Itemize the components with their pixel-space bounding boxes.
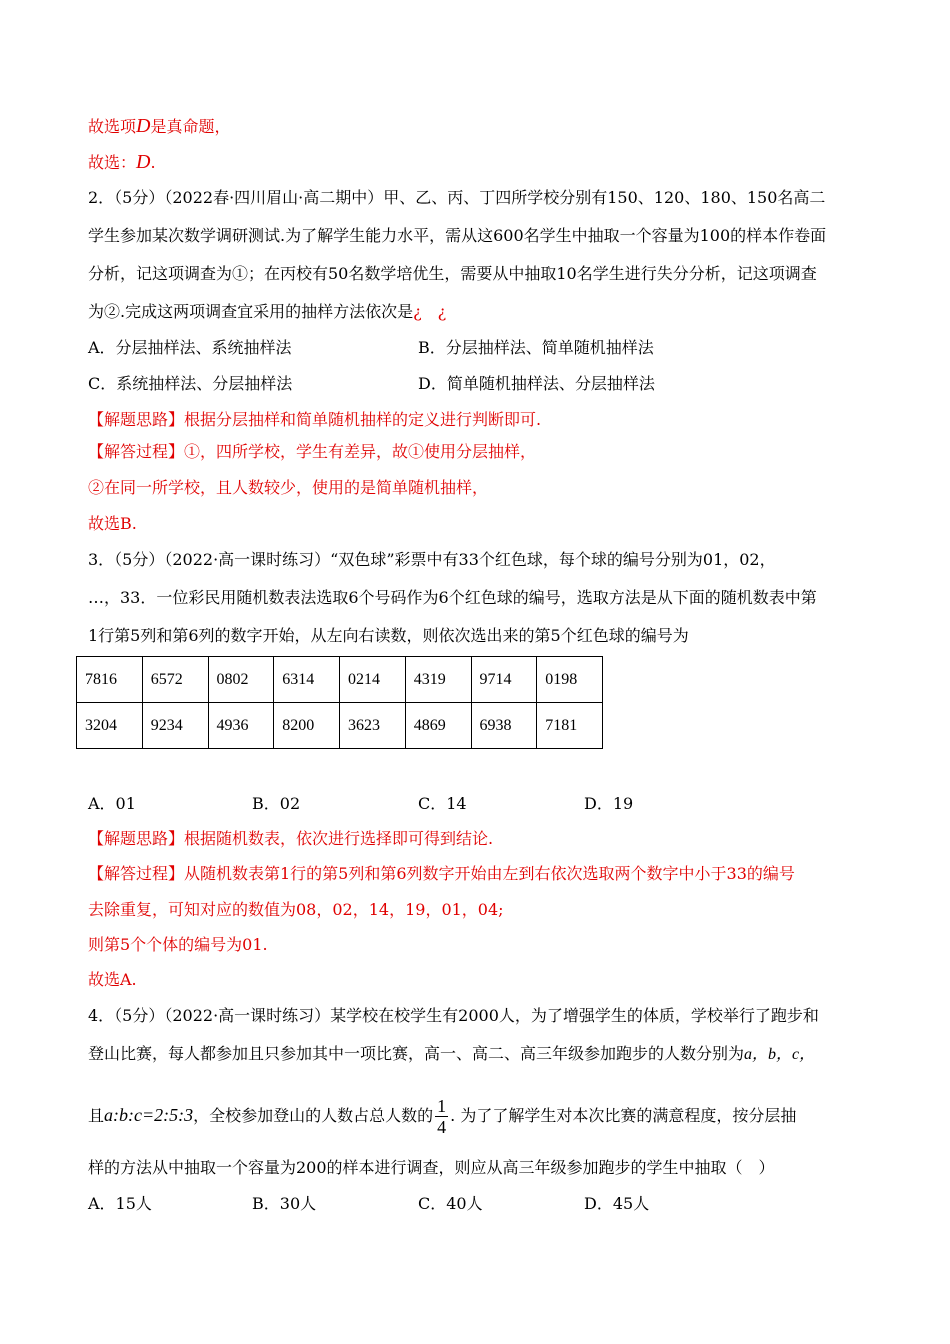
table-cell: 0198 bbox=[537, 657, 603, 703]
table-cell: 0802 bbox=[208, 657, 274, 703]
q4-line-2 bbox=[88, 1044, 815, 1065]
q4-line-3 bbox=[88, 1092, 796, 1139]
q2-blank-mark: ¿ ¿ bbox=[413, 302, 447, 321]
q2-solution-2: ②在同一所学校，且人数较少，使用的是简单随机抽样， bbox=[88, 478, 489, 497]
q4-variables: a，b，c， bbox=[744, 1046, 816, 1063]
table-cell: 9234 bbox=[142, 703, 208, 749]
q2-option-c: C．系统抽样法、分层抽样法 bbox=[88, 374, 293, 393]
q4-option-c: C．40人 bbox=[418, 1194, 483, 1213]
ratio-expression: a:b:c=2:5:3 bbox=[104, 1105, 194, 1125]
q2-solution-1: 【解答过程】①，四所学校，学生有差异，故①使用分层抽样， bbox=[88, 442, 537, 461]
q2-analysis: 【解题思路】根据分层抽样和简单随机抽样的定义进行判断即可. bbox=[88, 410, 542, 429]
var-d: D bbox=[136, 151, 151, 173]
q4-option-d: D．45人 bbox=[584, 1194, 650, 1213]
table-cell: 4869 bbox=[405, 703, 471, 749]
table-cell: 9714 bbox=[471, 657, 537, 703]
q3-analysis: 【解题思路】根据随机数表，依次进行选择即可得到结论. bbox=[88, 829, 494, 848]
q3-solution-1: 【解答过程】从随机数表第1行的第5列和第6列数字开始由左到右依次选取两个数字中小于33的编号 bbox=[88, 864, 795, 883]
table-cell: 7816 bbox=[77, 657, 143, 703]
table-cell: 8200 bbox=[274, 703, 340, 749]
random-number-table bbox=[76, 656, 603, 749]
q3-line-1: 3．（5分）（2022·高一课时练习）“双色球”彩票中有33个红色球，每个球的编号分别为01，02， bbox=[88, 550, 776, 569]
table-row bbox=[77, 657, 603, 703]
q4-line-3-text: 且 bbox=[88, 1106, 105, 1125]
q3-line-3: 1行第5列和第6列的数字开始，从左向右读数，则依次选出来的第5个红色球的编号为 bbox=[88, 626, 689, 645]
q2-answer: 故选B. bbox=[88, 514, 137, 533]
table-row bbox=[77, 703, 603, 749]
q2-option-d: D．简单随机抽样法、分层抽样法 bbox=[418, 374, 655, 393]
q4-line-4: 样的方法从中抽取一个容量为200的样本进行调查，则应从高三年级参加跑步的学生中抽取（ ） bbox=[88, 1158, 775, 1177]
table-cell: 3204 bbox=[77, 703, 143, 749]
table-cell: 0214 bbox=[340, 657, 406, 703]
q2-line-4 bbox=[88, 302, 446, 322]
table-cell: 4936 bbox=[208, 703, 274, 749]
q3-option-a: A．01 bbox=[88, 794, 136, 813]
prev-conclusion bbox=[88, 116, 230, 137]
q2-option-a: A．分层抽样法、系统抽样法 bbox=[88, 338, 292, 357]
var-d: D bbox=[136, 115, 151, 137]
prev-answer-tail: . bbox=[150, 153, 156, 172]
table-cell: 6572 bbox=[142, 657, 208, 703]
q3-solution-2: 去除重复，可知对应的数值为08，02，14，19，01，04; bbox=[88, 900, 504, 919]
table-cell: 3623 bbox=[340, 703, 406, 749]
q3-option-c: C．14 bbox=[418, 794, 467, 813]
q2-line-4-text: 为②.完成这两项调查宜采用的抽样方法依次是 bbox=[88, 302, 414, 321]
q4-line-3-tail: . 为了了解学生对本次比赛的满意程度，按分层抽 bbox=[450, 1106, 797, 1125]
q3-line-2: …，33．一位彩民用随机数表法选取6个号码作为6个红色球的编号，选取方法是从下面的随机数表中第 bbox=[88, 588, 817, 607]
q3-option-d: D．19 bbox=[584, 794, 634, 813]
table-cell: 7181 bbox=[537, 703, 603, 749]
table-cell: 6314 bbox=[274, 657, 340, 703]
table-cell: 6938 bbox=[471, 703, 537, 749]
q2-option-b: B．分层抽样法、简单随机抽样法 bbox=[418, 338, 654, 357]
prev-conclusion-tail: 是真命题， bbox=[150, 117, 231, 136]
q3-answer: 故选A. bbox=[88, 970, 137, 989]
fraction-denominator: 4 bbox=[437, 1117, 447, 1137]
q3-option-b: B．02 bbox=[252, 794, 301, 813]
q4-line-1: 4．（5分）（2022·高一课时练习）某学校在校学生有2000人，为了增强学生的体质，学校举行了跑步和 bbox=[88, 1006, 819, 1025]
q2-line-1: 2．（5分）（2022春·四川眉山·高二期中）甲、乙、丙、丁四所学校分别有150、120、180、150名高二 bbox=[88, 188, 826, 207]
table-cell: 4319 bbox=[405, 657, 471, 703]
prev-answer bbox=[88, 152, 156, 173]
q2-line-2: 学生参加某次数学调研测试.为了解学生能力水平，需从这600名学生中抽取一个容量为100的样本作卷面 bbox=[88, 226, 827, 245]
fraction-numerator: 1 bbox=[437, 1096, 447, 1116]
fraction-one-quarter bbox=[435, 1096, 448, 1137]
prev-conclusion-text: 故选项 bbox=[88, 117, 137, 136]
prev-answer-text: 故选： bbox=[88, 153, 137, 172]
q4-line-3-mid: ，全校参加登山的人数占总人数的 bbox=[193, 1106, 434, 1125]
q4-line-2-text: 登山比赛，每人都参加且只参加其中一项比赛，高一、高二、高三年级参加跑步的人数分别为 bbox=[88, 1044, 745, 1063]
q4-option-a: A．15人 bbox=[88, 1194, 152, 1213]
q2-line-3: 分析，记这项调查为①；在丙校有50名数学培优生，需要从中抽取10名学生进行失分分析，记这项调查 bbox=[88, 264, 817, 283]
q3-solution-3: 则第5个个体的编号为01. bbox=[88, 935, 268, 954]
q4-option-b: B．30人 bbox=[252, 1194, 317, 1213]
